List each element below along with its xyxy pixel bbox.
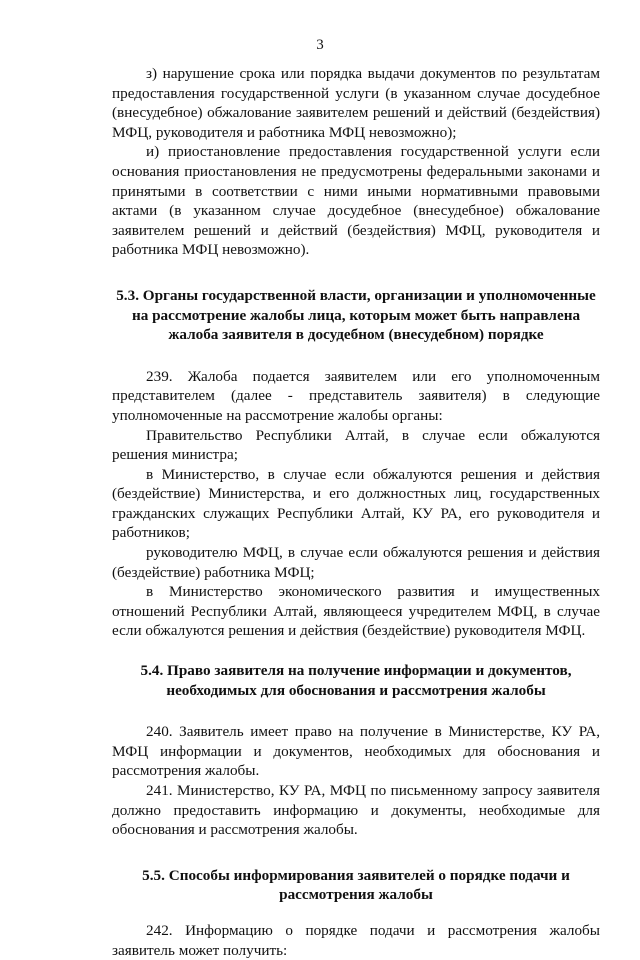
paragraph-item-mfc-head: руководителю МФЦ, в случае если обжалуются решения и действия (бездействие) работника МФЦ; — [112, 544, 600, 581]
paragraph-241: 241. Министерство, КУ РА, МФЦ по письменному запросу заявителя должно предоставить информацию и документы, необходимые для обоснования и рассмотрения жалобы. — [112, 782, 600, 839]
spacer — [112, 260, 600, 286]
paragraph-item-i: и) приостановление предоставления государственной услуги если основания приостановления не предусмотрены федеральными законами и принятыми в соответствии с ними иными нормативными правовыми актами (в указанном случае досудебное (внесудебное) обжалование заявителем решений и действий (бездействия) МФЦ, руководителя и работника МФЦ невозможно). — [112, 143, 600, 259]
paragraph-item-z: з) нарушение срока или порядка выдачи документов по результатам предоставления государственной услуги (в указанном случае досудебное (внесудебное) обжалование заявителем решений и действий (бездействия) МФЦ, руководителя и работника МФЦ невозможно); — [112, 65, 600, 141]
spacer — [112, 840, 600, 866]
section-heading-5-5: 5.5. Способы информирования заявителей о порядке подачи и рассмотрения жалобы — [142, 866, 570, 904]
spacer — [112, 641, 600, 661]
section-heading-5-3: 5.3. Органы государственной власти, организации и уполномоченные на рассмотрение жалобы лица, которым может быть направлена жалоба заявителя в досудебном (внесудебном) порядке — [116, 286, 596, 344]
paragraph-240: 240. Заявитель имеет право на получение в Министерстве, КУ РА, МФЦ информации и документов, необходимых для обоснования и рассмотрения жалобы. — [112, 723, 600, 780]
spacer — [112, 700, 600, 722]
page-number: 3 — [316, 37, 324, 53]
document-body — [112, 64, 600, 960]
spacer — [112, 905, 600, 921]
paragraph-242: 242. Информацию о порядке подачи и рассмотрения жалобы заявитель может получить: — [112, 921, 600, 959]
paragraph-item-government: Правительство Республики Алтай, в случае если обжалуются решения министра; — [112, 426, 600, 464]
spacer — [112, 345, 600, 367]
paragraph-item-economy-ministry: в Министерство экономического развития и имущественных отношений Республики Алтай, являющееся учредителем МФЦ, в случае если обжалуются решения и действия (бездействие) руководителя МФЦ. — [112, 583, 600, 640]
paragraph-239: 239. Жалоба подается заявителем или его уполномоченным представителем (далее - представитель заявителя) в следующие уполномоченные на рассмотрение жалобы органы: — [112, 367, 600, 424]
paragraph-item-ministry: в Министерство, в случае если обжалуются решения и действия (бездействие) Министерства, и его должностных лиц, государственных гражданских служащих Республики Алтай, КУ РА, его руководителя и работников; — [112, 465, 600, 542]
section-heading-5-4: 5.4. Право заявителя на получение информации и документов, необходимых для обоснования и рассмотрения жалобы — [140, 662, 572, 699]
